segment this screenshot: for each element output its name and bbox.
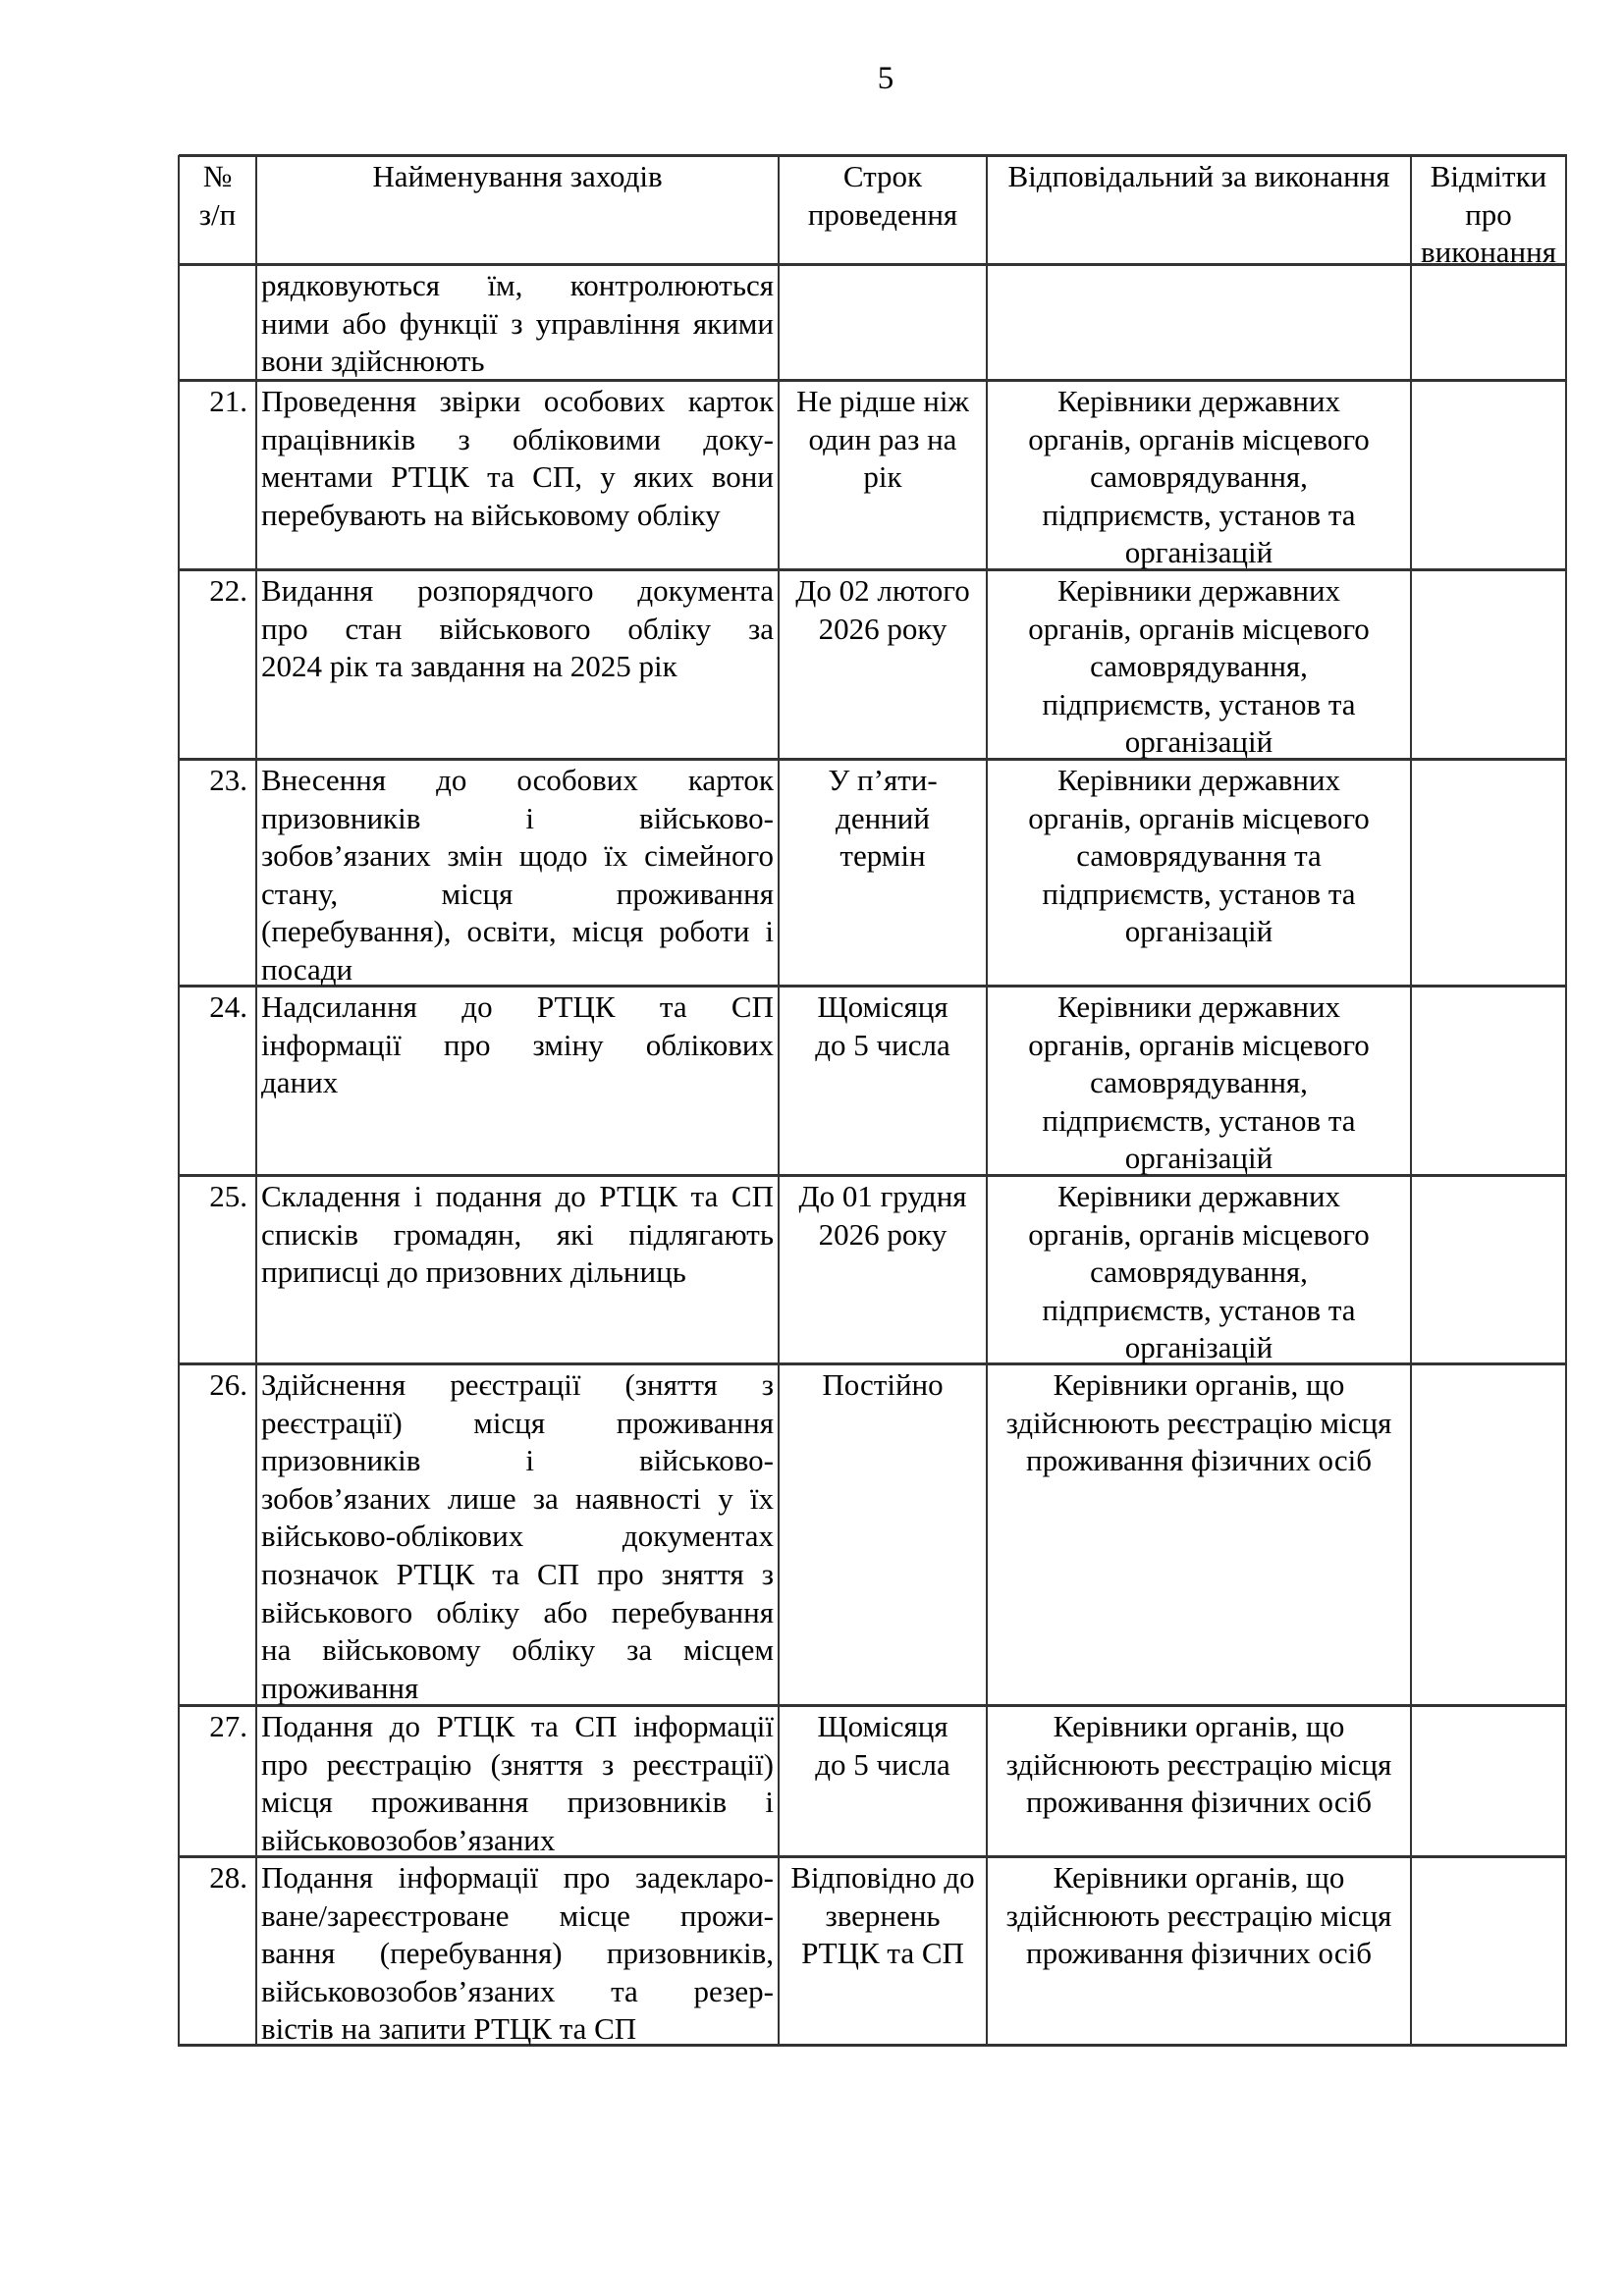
measure-name (257, 265, 778, 379)
cell-line: звернень (825, 1897, 941, 1933)
cell-line: здійснюють реєстрацію місця (1005, 1897, 1392, 1933)
cell-line: Керівники органів, що (1053, 1367, 1345, 1402)
cell-line: Не рідше ніж (796, 384, 969, 418)
cell-line: ване/зареєстроване місце прожи- (261, 1897, 774, 1933)
row-number (180, 1706, 255, 1855)
row-number-text: 28. (209, 1860, 247, 1895)
completion-marks (1412, 265, 1565, 379)
term (780, 381, 986, 568)
header-measure-name (257, 156, 778, 263)
cell-line: Щомісяця (817, 1709, 948, 1743)
cell-line: Щомісяця (817, 989, 948, 1024)
cell-line: Керівники державних (1056, 989, 1341, 1024)
cell-line: самоврядування, (1090, 1255, 1308, 1290)
row-number-text: 22. (209, 573, 247, 608)
cell-line: до 5 числа (815, 1746, 950, 1782)
responsible (988, 1364, 1410, 1704)
cell-line: проживання фізичних осіб (1026, 1936, 1372, 1971)
cell-line: Керівники державних (1056, 573, 1341, 608)
cell-line: організацій (1124, 535, 1273, 570)
term (780, 760, 986, 985)
cell-line: вання (перебування) призовників, (261, 1936, 774, 1971)
cell-line: 2024 рік та завдання на 2025 рік (261, 649, 677, 684)
cell-line: інформації про зміну облікових (261, 1027, 774, 1062)
cell-line: денний (836, 800, 930, 835)
cell-line: органів, органів місцевого (1028, 611, 1370, 646)
cell-line: призовників і військово- (261, 800, 774, 835)
cell-line: перебувають на військовому обліку (261, 497, 721, 532)
row-number-text: 23. (209, 763, 247, 797)
cell-line: реєстрації) місця проживання (261, 1405, 774, 1440)
measure-name (257, 381, 778, 568)
cell-line: працівників з обліковими доку- (261, 421, 774, 456)
cell-line: органів, органів місцевого (1028, 1216, 1370, 1252)
measure-name (257, 1857, 778, 2047)
completion-marks (1412, 760, 1565, 985)
responsible (988, 570, 1410, 758)
completion-marks (1412, 1176, 1565, 1362)
cell-line: Керівники органів, що (1053, 1709, 1345, 1743)
measure-name (257, 1364, 778, 1704)
cell-line: підприємств, установ та (1042, 1292, 1356, 1327)
cell-line: Керівники державних (1056, 763, 1341, 797)
cell-line: проживання (261, 1670, 419, 1705)
cell-line: (перебування), освіти, місця роботи і (261, 914, 774, 949)
cell-line: органів, органів місцевого (1028, 421, 1370, 456)
term (780, 1176, 986, 1362)
cell-line: військово-облікових документах (261, 1519, 774, 1554)
completion-marks (1412, 987, 1565, 1174)
term (780, 1857, 986, 2044)
responsible (988, 265, 1410, 379)
cell-line: призовників і військово- (261, 1443, 774, 1478)
completion-marks (1412, 1857, 1565, 2044)
cell-line: Строк (842, 159, 923, 193)
cell-line: Відповідно до (790, 1860, 975, 1895)
cell-line: Подання інформації про задекларо- (261, 1860, 774, 1895)
cell-line: До 02 лютого (795, 573, 970, 608)
cell-line: про (1465, 196, 1512, 232)
cell-line: рядковуються їм, контролюються (261, 268, 774, 302)
cell-line: рік (863, 459, 902, 495)
cell-line: Проведення звірки особових карток (261, 384, 774, 418)
header-term (780, 156, 986, 263)
completion-marks (1412, 381, 1565, 568)
responsible (988, 987, 1410, 1174)
term (780, 1706, 986, 1855)
cell-line: Постійно (822, 1367, 944, 1402)
row-number (180, 381, 255, 568)
cell-line: органів, органів місцевого (1028, 800, 1370, 835)
row-number (180, 1176, 255, 1362)
cell-line: Внесення до особових карток (261, 763, 774, 797)
cell-line: організацій (1124, 1330, 1273, 1365)
cell-line: Відмітки (1430, 159, 1547, 193)
cell-line: посади (261, 951, 353, 987)
row-number (180, 1364, 255, 1704)
cell-line: До 01 грудня (798, 1179, 967, 1213)
cell-line: самоврядування, (1090, 459, 1308, 495)
cell-line: приписці до призовних дільниць (261, 1255, 686, 1290)
cell-line: один раз на (808, 421, 957, 456)
cell-line: організацій (1124, 914, 1273, 949)
cell-line: Подання до РТЦК та СП інформації (261, 1709, 774, 1743)
cell-line: 2026 року (818, 1216, 947, 1252)
cell-line: виконання (1420, 235, 1556, 270)
cell-line: Найменування заходів (372, 159, 663, 193)
cell-line: до 5 числа (815, 1027, 950, 1062)
term (780, 987, 986, 1174)
cell-line: про стан військового обліку за (261, 611, 774, 646)
measure-name (257, 570, 778, 758)
cell-line: підприємств, установ та (1042, 876, 1356, 911)
cell-line: Керівники державних (1056, 384, 1341, 418)
measure-name (257, 1706, 778, 1855)
cell-line: підприємств, установ та (1042, 686, 1356, 721)
cell-line: підприємств, установ та (1042, 497, 1356, 532)
measure-name (257, 1176, 778, 1362)
cell-line: підприємств, установ та (1042, 1102, 1356, 1138)
measure-name (257, 987, 778, 1174)
responsible (988, 1857, 1410, 2044)
header-responsible (988, 156, 1410, 263)
cell-line: військовозобов’язаних та резер- (261, 1973, 774, 2008)
cell-line: стану, місця проживання (261, 876, 774, 911)
cell-line: № (202, 159, 233, 193)
cell-line: військовозобов’язаних (261, 1822, 556, 1857)
cell-line: місця проживання призовників і (261, 1785, 774, 1820)
cell-line: організацій (1124, 1141, 1273, 1176)
cell-line: проведення (807, 196, 958, 232)
cell-line: РТЦК та СП (801, 1936, 964, 1971)
cell-line: самоврядування, (1090, 1065, 1308, 1100)
cell-line: проживання фізичних осіб (1026, 1785, 1372, 1820)
cell-line: самоврядування, (1090, 649, 1308, 684)
cell-line: на військовому обліку за місцем (261, 1632, 774, 1668)
cell-line: про реєстрацію (зняття з реєстрації) (261, 1746, 774, 1782)
term (780, 570, 986, 758)
measure-name (257, 760, 778, 985)
row-number (180, 760, 255, 985)
row-number-text: 25. (209, 1179, 247, 1213)
row-number (180, 570, 255, 758)
row-number (180, 265, 255, 379)
cell-line: ними або функції з управління якими (261, 305, 774, 341)
cell-line: У п’яти- (828, 763, 938, 797)
cell-line: Видання розпорядчого документа (261, 573, 774, 608)
cell-line: 2026 року (818, 611, 947, 646)
cell-line: проживання фізичних осіб (1026, 1443, 1372, 1478)
cell-line: Керівники органів, що (1053, 1860, 1345, 1895)
cell-line: Складення і подання до РТЦК та СП (261, 1179, 774, 1213)
cell-line: Керівники державних (1056, 1179, 1341, 1213)
completion-marks (1412, 1706, 1565, 1855)
header-marks (1412, 156, 1565, 270)
cell-line: зобов’язаних лише за наявності у їх (261, 1480, 774, 1516)
cell-line: списків громадян, які підлягають (261, 1216, 774, 1252)
responsible (988, 381, 1410, 568)
row-number-text: 27. (209, 1709, 247, 1743)
cell-line: зобов’язаних змін щодо їх сімейного (261, 838, 774, 874)
row-number-text: 24. (209, 989, 247, 1024)
cell-line: самоврядування та (1076, 838, 1322, 874)
page-number: 5 (877, 61, 894, 96)
cell-line: Надсилання до РТЦК та СП (261, 989, 774, 1024)
row-number (180, 987, 255, 1174)
cell-line: здійснюють реєстрацію місця (1005, 1405, 1392, 1440)
completion-marks (1412, 570, 1565, 758)
row-number-text: 21. (209, 384, 247, 418)
term (780, 1364, 986, 1704)
cell-line: з/п (198, 196, 237, 232)
cell-line: здійснюють реєстрацію місця (1005, 1746, 1392, 1782)
completion-marks (1412, 1364, 1565, 1704)
cell-line: Здійснення реєстрації (зняття з (261, 1367, 774, 1402)
cell-line: вони здійснюють (261, 344, 485, 379)
responsible (988, 760, 1410, 985)
table-column-border (1565, 155, 1567, 2047)
cell-line: організацій (1124, 724, 1273, 760)
cell-line: ментами РТЦК та СП, у яких вони (261, 459, 774, 495)
cell-line: даних (261, 1065, 339, 1100)
cell-line: позначок РТЦК та СП про зняття з (261, 1556, 774, 1591)
cell-line: органів, органів місцевого (1028, 1027, 1370, 1062)
responsible (988, 1706, 1410, 1855)
row-number (180, 1857, 255, 2044)
row-number-text: 26. (209, 1367, 247, 1402)
cell-line: термін (839, 838, 926, 874)
term (780, 265, 986, 379)
header-number (180, 156, 255, 263)
cell-line: вістів на запити РТЦК та СП (261, 2011, 637, 2047)
cell-line: Відповідальний за виконання (1007, 159, 1390, 193)
cell-line: військового обліку або перебування (261, 1594, 774, 1629)
responsible (988, 1176, 1410, 1365)
